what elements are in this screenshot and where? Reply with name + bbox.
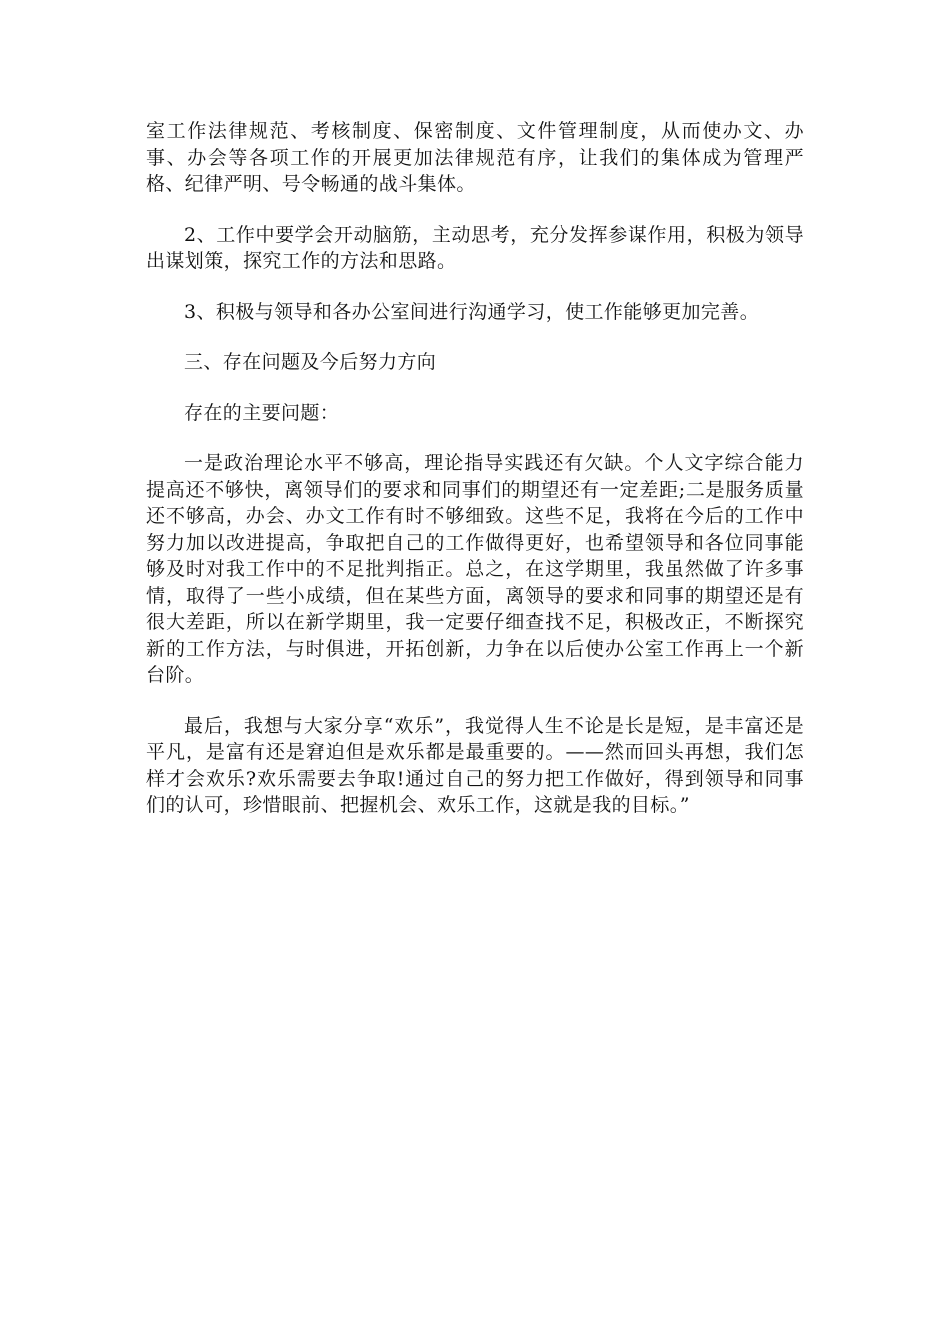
section-heading: 三、存在问题及今后努力方向 <box>184 351 437 373</box>
paragraph-item-3: 3、积极与领导和各办公室间进行沟通学习，使工作能够更加完善。 <box>184 300 760 323</box>
paragraph-continuation: 室工作法律规范、考核制度、保密制度、文件管理制度，从而使办文、办事、办会等各项工作的开展更加法律规范有序，让我们的集体成为管理严格、纪律严明、号令畅通的战斗集体。 <box>146 120 804 195</box>
paragraph-problems: 一是政治理论水平不够高，理论指导实践还有欠缺。个人文字综合能力提高还不够快，离领导们的要求和同事们的期望还有一定差距;二是服务质量还不够高，办会、办文工作有时不够细致。这些不足，我将在今后的工作中努力加以改进提高，争取把自己的工作做得更好，也希望领导和各位同事能够及时对我工作中的不足批判指正。总之，在这学期里，我虽然做了许多事情，取得了一些小成绩，但在某些方面，离领导的要求和同事的期望还是有很大差距，所以在新学期里，我一定要仔细查找不足，积极改正，不断探究新的工作方法，与时俱进，开拓创新，力争在以后使办公室工作再上一个新台阶。 <box>146 452 804 686</box>
document-body <box>146 118 804 843</box>
paragraph-item-2: 2、工作中要学会开动脑筋，主动思考，充分发挥参谋作用，积极为领导出谋划策，探究工作的方法和思路。 <box>146 223 804 272</box>
subheading-problems: 存在的主要问题： <box>184 401 340 424</box>
paragraph-closing: 最后，我想与大家分享“欢乐”，我觉得人生不论是长是短，是丰富还是平凡，是富有还是窘迫但是欢乐都是最重要的。——然而回头再想，我们怎样才会欢乐?欢乐需要去争取!通过自己的努力把工作做好，得到领导和同事们的认可，珍惜眼前、把握机会、欢乐工作，这就是我的目标。” <box>146 714 804 816</box>
